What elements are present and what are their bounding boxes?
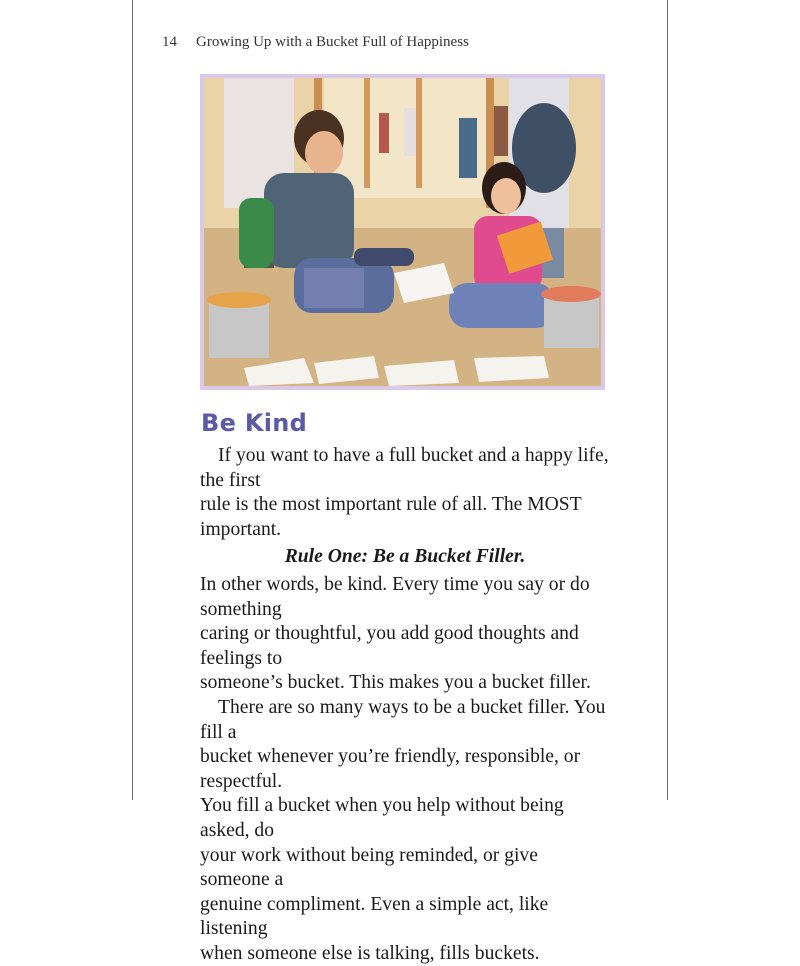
paragraph-3-line-3: You fill a bucket when you help without being asked, do: [200, 795, 564, 841]
hallway-scene-illustration: [204, 78, 601, 386]
paragraph-3-line-5: genuine compliment. Even a simple act, like listening: [200, 893, 549, 940]
section-heading: Be Kind: [201, 409, 308, 437]
page-edge-left: [132, 0, 133, 800]
rule-one: Rule One: Be a Bucket Filler.: [284, 546, 526, 568]
body-text: [200, 444, 610, 966]
paragraph-2-line-3: someone’s bucket. This makes you a bucket filler.: [200, 672, 591, 694]
paragraph-3-line-4: your work without being reminded, or give someone a: [200, 844, 538, 891]
paragraph-2-line-1: In other words, be kind. Every time you say or do something: [200, 573, 590, 620]
page-edge-right: [667, 0, 668, 800]
book-title: Growing Up with a Bucket Full of Happiness: [196, 34, 469, 50]
paragraph-1-line-1: If you want to have a full bucket and a happy life, the first: [200, 445, 609, 491]
paragraph-2-line-2: caring or thoughtful, you add good thoughts and feelings to: [200, 623, 579, 669]
paragraph-3-line-2: bucket whenever you’re friendly, responsible, or respectful.: [200, 746, 581, 792]
illustration: [200, 74, 605, 390]
paragraph-1-line-2: rule is the most important rule of all. The MOST important.: [200, 494, 582, 540]
running-head: [162, 34, 469, 51]
paragraph-3-line-1: There are so many ways to be a bucket filler. You fill a: [200, 696, 606, 743]
page-number: 14: [162, 34, 177, 50]
paragraph-3-line-6: when someone else is talking, fills buckets.: [200, 942, 540, 964]
